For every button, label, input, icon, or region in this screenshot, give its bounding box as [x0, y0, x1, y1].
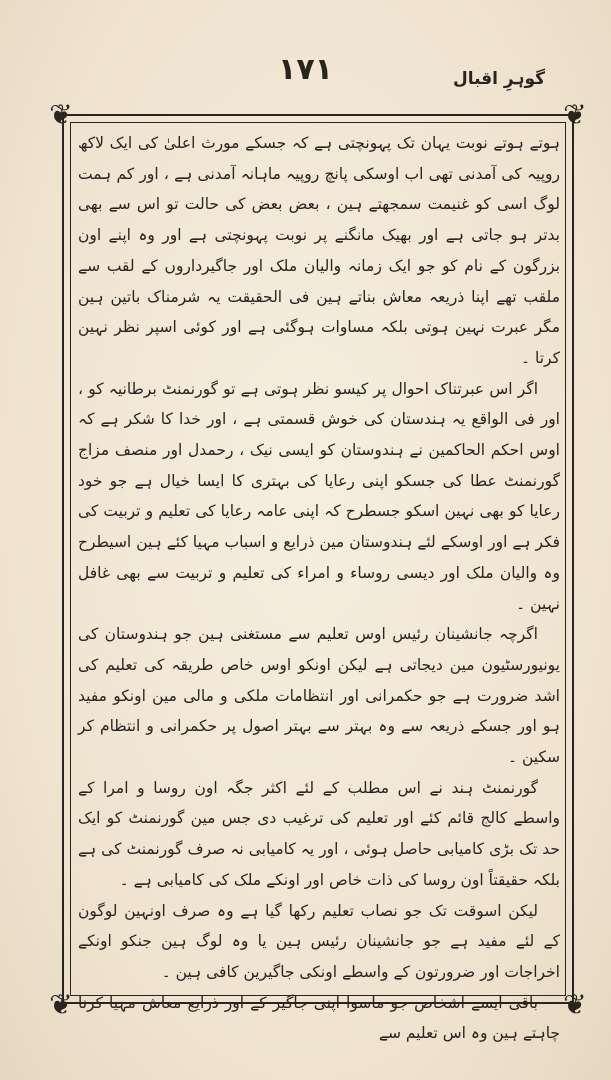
paragraph: اگرچہ جانشینان رئیس اوس تعلیم سے مستغنی ہین جو ہندوستان کی یونیورسٹیون مین دیجاتی ہے لیکن اونکو اوس خاص طریقہ کی تعلیم کی اشد ضرورت ہے جو حکمرانی اور انتظامات ملکی و مالی مین اونکو مفید ہو اور جسکے ذریعہ سے وہ بہتر سے بہتر اصول پر حکمرانی و انتظام کر سکین ۔ [78, 625, 560, 767]
paragraph: ہوتے ہوتے نوبت یہان تک پہونچتی ہے کہ جسکے مورث اعلیٰ کی ایک لاکھ روپیہ کی آمدنی تھی اب اوسکی پانچ روپیہ ماہانہ آمدنی ہے ، اور کم ہمت لوگ اسی کو غنیمت سمجھتے ہین ، بعض بعض کی حالت تو اس سے بھی بدتر ہو جاتی ہے اور بھیک مانگنے پر نوبت پہونچتی ہے اور وہ اپنے اون بزرگون کے نام کو جو ایک زمانہ والیان ملک اور جاگیرداروں کے لقب سے ملقب تھے اپنا ذریعہ معاش بناتے ہین فی الحقیقت یہ شرمناک باتین ہین مگر عبرت نہین ہوتی بلکہ مساوات ہوگئی ہے اور کوئی اسپر نظر نہین کرتا ۔ [78, 134, 560, 367]
corner-ornament-icon: ❦ [563, 988, 587, 1021]
corner-ornament-icon: ❦ [49, 98, 73, 131]
page-number: ۱۷۱ [278, 52, 333, 87]
paragraph: گورنمنٹ ہند نے اس مطلب کے لئے اکثر جگہ اون روسا و امرا کے واسطے کالج قائم کئے اور تعلیم کی ترغیب دی جس مین گورنمنٹ کو ایک حد تک بڑی کامیابی حاصل ہوئی ، اور یہ کامیابی نہ صرف گورنمنٹ کی ہے بلکہ حقیقتاً اون روسا کی ذات خاص اور اونکے ملک کی کامیابی ہے ۔ [78, 778, 560, 889]
page-header [60, 48, 551, 98]
paragraph: باقی ایسے اشخاص جو ماسوا اپنی جاگیر کے اور ذرایع معاش مہیا کرنا چاہتے ہین وہ اس تعلیم سے [78, 993, 560, 1043]
corner-ornament-icon: ❦ [563, 98, 587, 131]
corner-ornament-icon: ❦ [49, 988, 73, 1021]
running-title: گوہرِ اقبال [452, 69, 545, 89]
body-text [78, 128, 560, 1043]
paragraph: لیکن اسوقت تک جو نصاب تعلیم رکھا گیا ہے وہ صرف اونہین لوگون کے لئے مفید ہے جو جانشینان رئیس ہین یا وہ لوگ ہین جنکو اونکے اخراجات اور ضرورتون کے واسطے اونکی جاگیرین کافی ہین ۔ [78, 901, 560, 981]
paragraph: اگر اس عبرتناک احوال پر کیسو نظر ہوتی ہے تو گورنمنٹ برطانیہ کو ، اور فی الواقع یہ ہندستان کی خوش قسمتی ہے ، اور خدا کا شکر ہے کہ اوس احکم الحاکمین نے ہندوستان کو ایسی نیک ، رحمدل اور منصف مزاج گورنمنٹ عطا کی جسکو اپنی رعایا کی بہتری کا ایسا خیال ہے جو خود رعایا کو بھی نہین اسکو جسطرح کہ اپنی عامہ رعایا کی تعلیم و تربیت کی فکر ہے اور اوسکے لئے ہندوستان مین ذرایع و اسباب مہیا کئے ہین اسیطرح وہ والیان ملک اور دیسی روساء و امراء کی تعلیم و تربیت سے بھی غافل نہین ۔ [78, 379, 560, 613]
